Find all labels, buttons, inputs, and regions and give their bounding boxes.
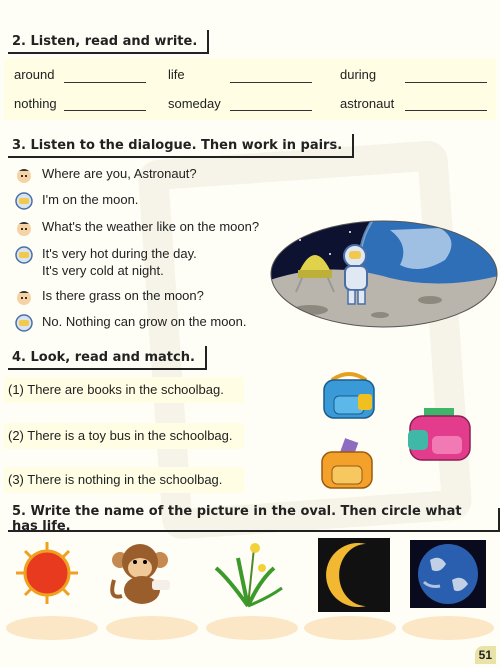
schoolbag-blue-icon[interactable] (318, 370, 380, 422)
dialogue-text: I'm on the moon. (42, 192, 139, 207)
dialogue-line-2 (14, 191, 138, 211)
answer-oval-1[interactable] (6, 616, 98, 640)
dialogue-text: It's very cold at night. (42, 263, 164, 278)
dialogue-text: Is there grass on the moon? (42, 288, 204, 303)
plant-icon[interactable] (208, 538, 288, 608)
word-around: around (14, 67, 55, 82)
dialogue-text: It's very hot during the day. (42, 246, 197, 261)
astronaut-icon (14, 191, 34, 211)
blank-around[interactable] (64, 82, 146, 83)
dialogue-line-5 (14, 287, 204, 307)
earth-icon[interactable] (410, 540, 486, 608)
boy-icon (14, 287, 34, 307)
match-item-3: (3) There is nothing in the schoolbag. (8, 472, 223, 487)
section-4-title: 4. Look, read and match. (8, 346, 207, 370)
sun-icon[interactable] (12, 540, 82, 606)
word-astronaut: astronaut (340, 96, 395, 111)
schoolbag-pink-icon[interactable] (404, 406, 476, 464)
moon-scene-image (270, 220, 498, 328)
section-5-title: 5. Write the name of the picture in the oval. Then circle what has life. (8, 508, 500, 532)
dialogue-line-4 (14, 245, 197, 279)
blank-astronaut[interactable] (405, 110, 487, 111)
match-item-1: (1) There are books in the schoolbag. (8, 382, 224, 397)
answer-oval-3[interactable] (206, 616, 298, 640)
dialogue-line-1 (14, 165, 197, 185)
section-2-title: 2. Listen, read and write. (8, 30, 209, 54)
word-someday: someday (168, 96, 221, 111)
answer-oval-2[interactable] (106, 616, 198, 640)
blank-nothing[interactable] (64, 110, 146, 111)
word-during: during (340, 67, 377, 82)
schoolbag-orange-icon[interactable] (316, 438, 378, 492)
monkey-icon[interactable] (106, 540, 182, 608)
blank-life[interactable] (230, 82, 312, 83)
match-item-2: (2) There is a toy bus in the schoolbag. (8, 428, 233, 443)
page-number: 51 (475, 646, 496, 664)
answer-oval-4[interactable] (304, 616, 396, 640)
answer-oval-5[interactable] (402, 616, 494, 640)
astronaut-icon (14, 245, 34, 265)
boy-icon (14, 218, 34, 238)
dialogue-line-6 (14, 313, 247, 333)
word-nothing: nothing (14, 96, 57, 111)
dialogue-line-3 (14, 218, 259, 238)
astronaut-icon (14, 313, 34, 333)
blank-during[interactable] (405, 82, 487, 83)
word-life: life (168, 67, 185, 82)
dialogue-text: No. Nothing can grow on the moon. (42, 314, 247, 329)
section-3-title: 3. Listen to the dialogue. Then work in pairs. (8, 134, 354, 158)
moon-icon[interactable] (318, 538, 390, 612)
dialogue-text: Where are you, Astronaut? (42, 166, 197, 181)
boy-icon (14, 165, 34, 185)
dialogue-text: What's the weather like on the moon? (42, 219, 260, 234)
blank-someday[interactable] (230, 110, 312, 111)
